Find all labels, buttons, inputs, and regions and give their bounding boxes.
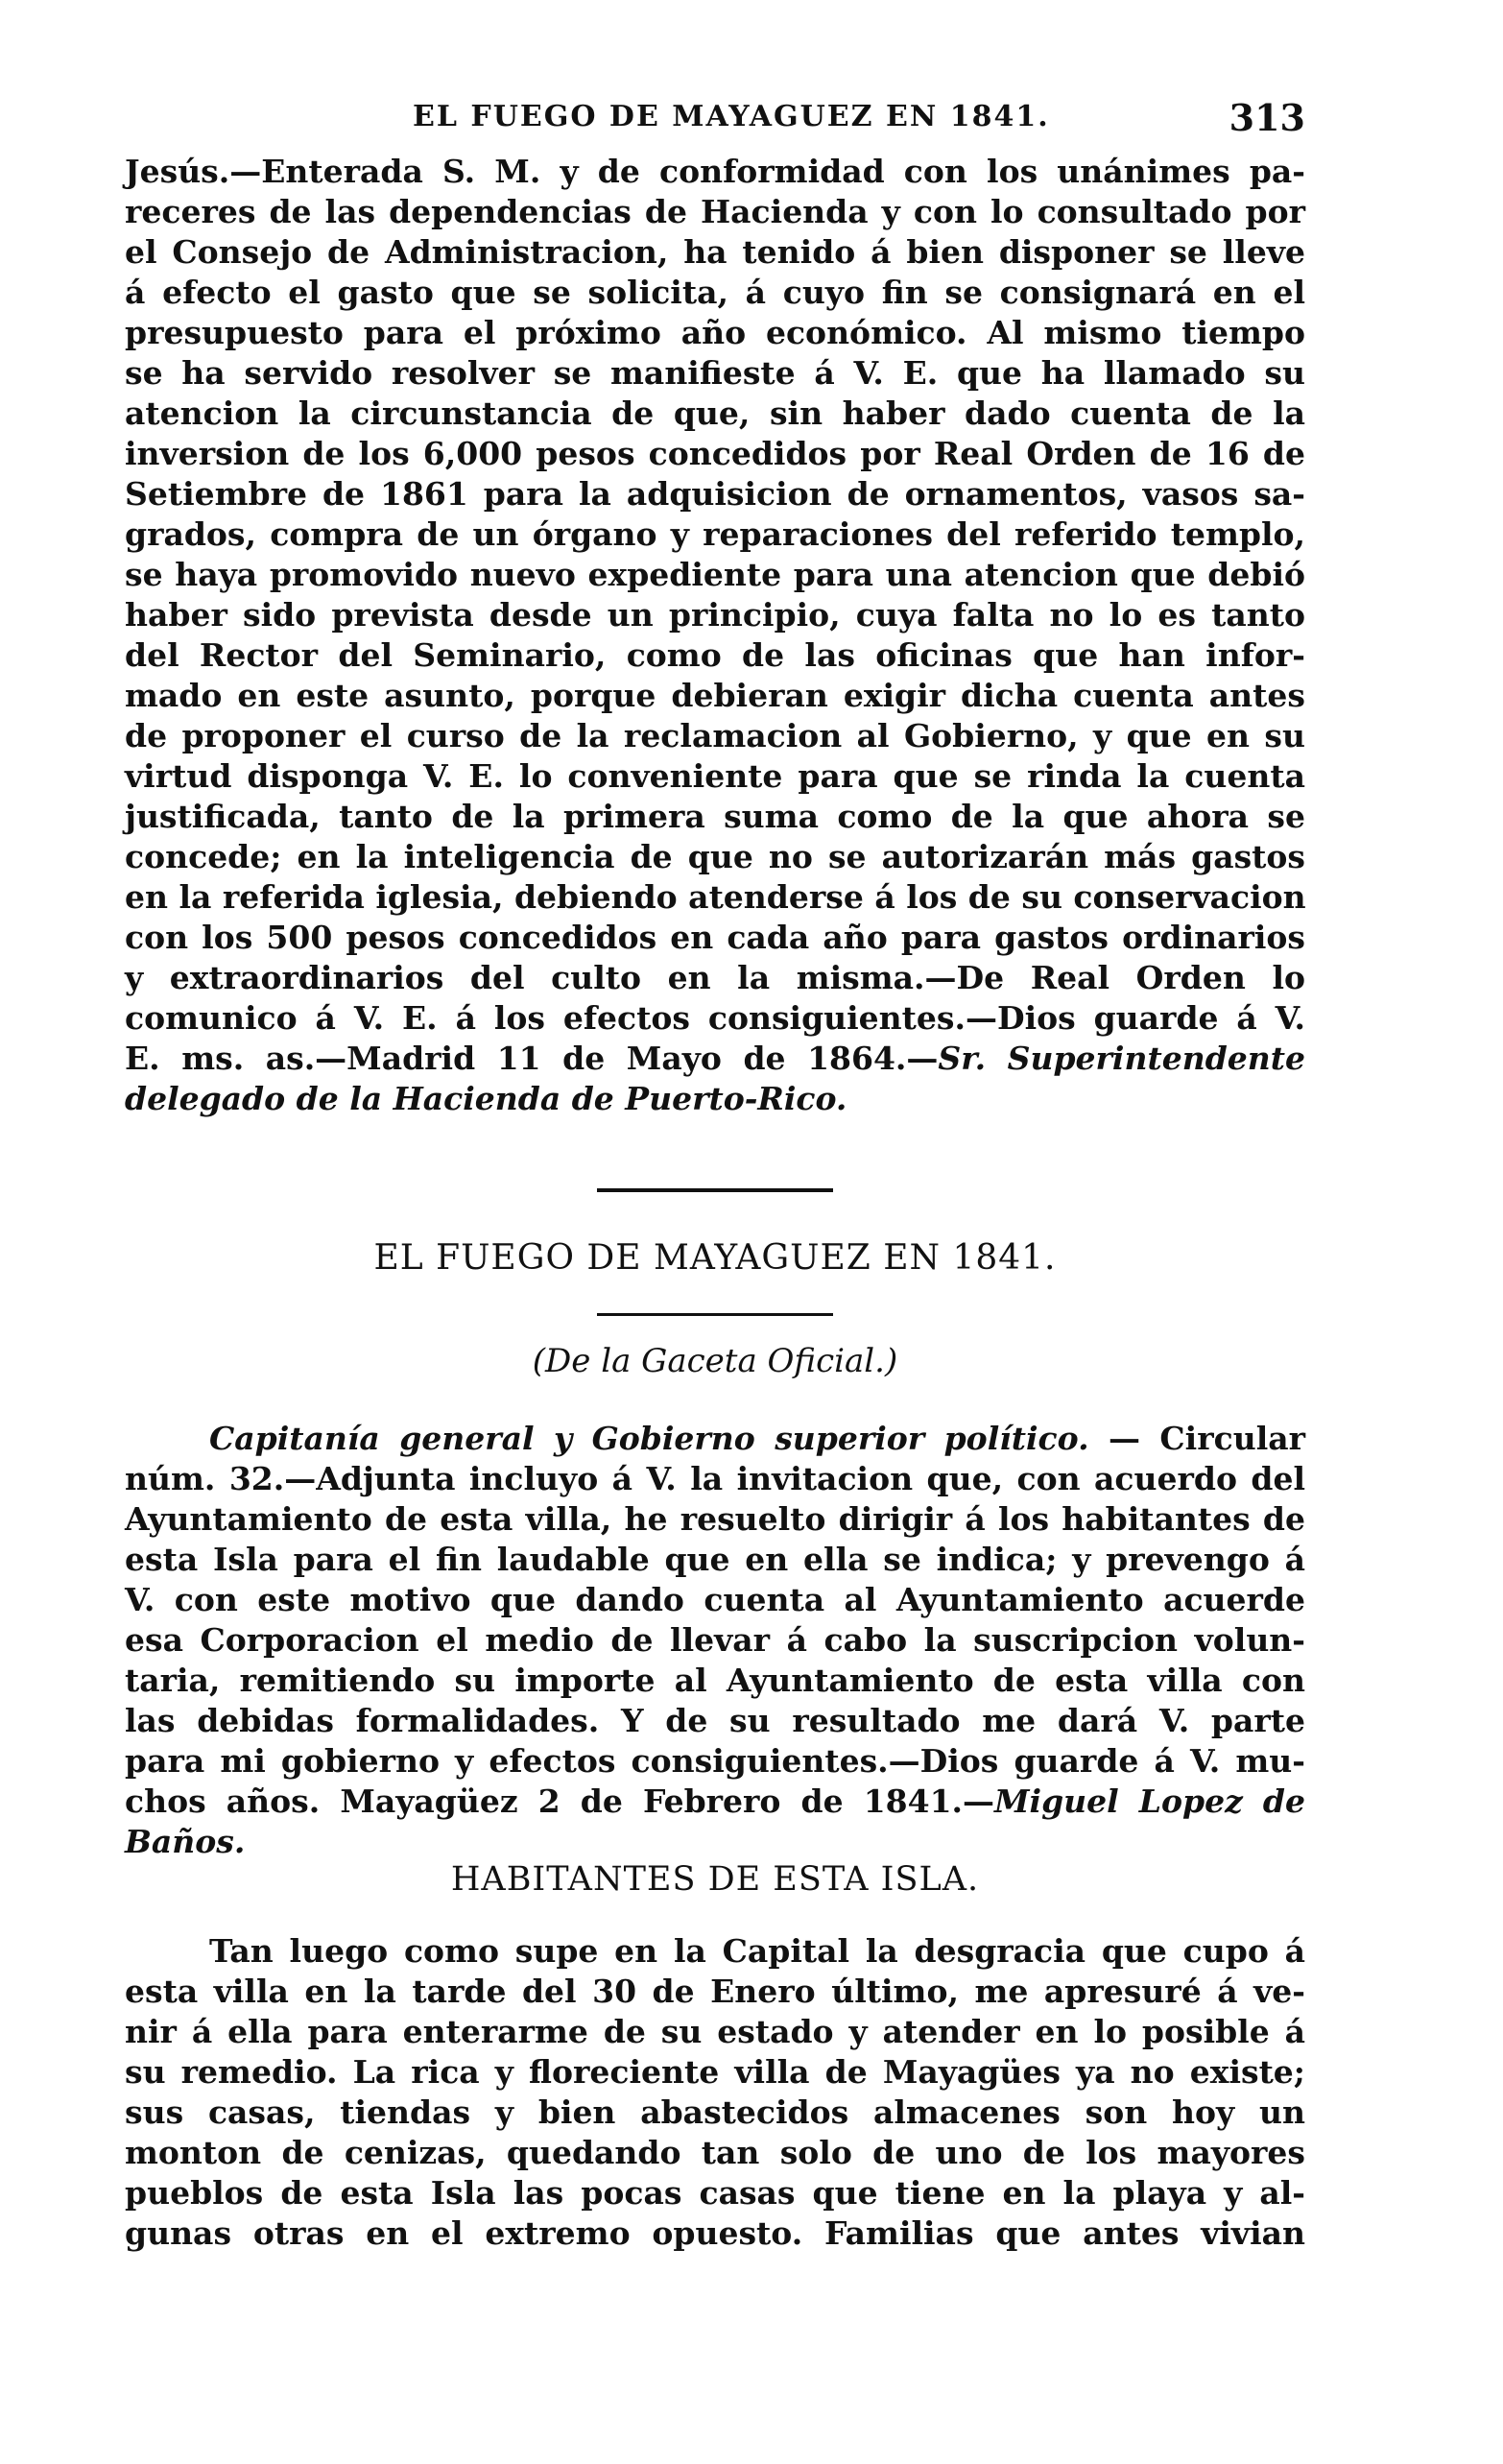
running-title: EL FUEGO DE MAYAGUEZ EN 1841. bbox=[413, 100, 1050, 133]
text-line: inversion de los 6,000 pesos concedidos por Real Orden de 16 de bbox=[125, 435, 1305, 472]
signature-text: chos años. Mayagüez 2 de Febrero de 1841.— bbox=[125, 1782, 995, 1820]
text-line: sus casas, tiendas y bien abastecidos almacenes son hoy un bbox=[125, 2093, 1305, 2131]
text-line: Setiembre de 1861 para la adquisicion de ornamentos, vasos sa- bbox=[125, 475, 1305, 513]
closing-line bbox=[125, 1039, 1305, 1079]
text-line: nir á ella para enterarme de su estado y atender en lo posible á bbox=[125, 2013, 1305, 2050]
text-line: con los 500 pesos concedidos en cada año para gastos ordinarios bbox=[125, 919, 1305, 956]
text-line: esta Isla para el fin laudable que en ella se indica; y prevengo á bbox=[125, 1541, 1305, 1578]
text-line: comunico á V. E. á los efectos consiguientes.—Dios guarde á V. bbox=[125, 999, 1305, 1037]
text-line: y extraordinarios del culto en la misma.—De Real Orden lo bbox=[125, 959, 1305, 996]
text-line: á efecto el gasto que se solicita, á cuyo fin se consignará en el bbox=[125, 274, 1305, 311]
text-line: de proponer el curso de la reclamacion al Gobierno, y que en su bbox=[125, 717, 1305, 754]
text-line: V. con este motivo que dando cuenta al Ayuntamiento acuerde bbox=[125, 1581, 1305, 1618]
text-line: Jesús.—Enterada S. M. y de conformidad con los unánimes pa- bbox=[125, 153, 1305, 190]
text-line: justificada, tanto de la primera suma como de la que ahora se bbox=[125, 798, 1305, 835]
text-line: del Rector del Seminario, como de las oficinas que han infor- bbox=[125, 636, 1305, 674]
text-line: para mi gobierno y efectos consiguientes.—Dios guarde á V. mu- bbox=[125, 1742, 1305, 1780]
section-heading: EL FUEGO DE MAYAGUEZ EN 1841. bbox=[373, 1238, 1057, 1278]
page-number: 313 bbox=[1229, 96, 1305, 139]
address-heading: HABITANTES DE ESTA ISLA. bbox=[450, 1860, 980, 1899]
text-line: virtud disponga V. E. lo conveniente para que se rinda la cuenta bbox=[125, 757, 1305, 795]
closing-addressee: Sr. Superintendente bbox=[938, 1040, 1305, 1077]
heading-rule bbox=[597, 1313, 833, 1316]
running-head bbox=[125, 96, 1305, 144]
signature-name: Miguel Lopez de bbox=[994, 1782, 1305, 1820]
text-line: las debidas formalidades. Y de su resultado me dará V. parte bbox=[125, 1702, 1305, 1739]
text-line: se ha servido resolver se manifieste á V. E. que ha llamado su bbox=[125, 354, 1305, 392]
section-divider bbox=[597, 1188, 833, 1192]
closing-text: E. ms. as.—Madrid 11 de Mayo de 1864.— bbox=[125, 1040, 939, 1077]
circular-issuer: Capitanía general y Gobierno superior político. bbox=[209, 1420, 1089, 1457]
text-line: taria, remitiendo su importe al Ayuntamiento de esta villa con bbox=[125, 1662, 1305, 1699]
text-line: receres de las dependencias de Hacienda y con lo consultado por bbox=[125, 193, 1305, 230]
text-line: atencion la circunstancia de que, sin haber dado cuenta de la bbox=[125, 395, 1305, 432]
text-line: núm. 32.—Adjunta incluyo á V. la invitacion que, con acuerdo del bbox=[125, 1460, 1305, 1497]
text-line: gunas otras en el extremo opuesto. Familias que antes vivian bbox=[125, 2214, 1305, 2252]
closing-last-line: delegado de la Hacienda de Puerto-Rico. bbox=[125, 1080, 847, 1117]
text-line: en la referida iglesia, debiendo atenderse á los de su conservacion bbox=[125, 878, 1306, 916]
text-line: mado en este asunto, porque debieran exigir dicha cuenta antes bbox=[125, 677, 1305, 714]
text-line: concede; en la inteligencia de que no se autorizarán más gastos bbox=[125, 838, 1305, 875]
text-line: su remedio. La rica y floreciente villa de Mayagües ya no existe; bbox=[125, 2053, 1305, 2091]
text-line: Ayuntamiento de esta villa, he resuelto dirigir á los habitantes de bbox=[125, 1500, 1305, 1538]
text-line: el Consejo de Administracion, ha tenido á bien disponer se lleve bbox=[125, 233, 1305, 271]
text-line: grados, compra de un órgano y reparaciones del referido templo, bbox=[125, 515, 1305, 553]
source-citation: (De la Gaceta Oficial.) bbox=[532, 1342, 898, 1380]
text-line: monton de cenizas, quedando tan solo de uno de los mayores bbox=[125, 2134, 1305, 2171]
text-line: se haya promovido nuevo expediente para una atencion que debió bbox=[125, 556, 1305, 593]
text-line: esta villa en la tarde del 30 de Enero último, me apresuré á ve- bbox=[125, 1973, 1305, 2010]
circular-type: — Circular bbox=[1088, 1420, 1305, 1457]
text-line: presupuesto para el próximo año económico. Al mismo tiempo bbox=[125, 314, 1305, 351]
signature-line bbox=[125, 1782, 1305, 1822]
text-line: Tan luego como supe en la Capital la desgracia que cupo á bbox=[209, 1932, 1305, 1970]
signature-last-line: Baños. bbox=[125, 1823, 246, 1860]
text-line: esa Corporacion el medio de llevar á cabo la suscripcion volun- bbox=[125, 1621, 1305, 1659]
circular-first-line bbox=[209, 1419, 1305, 1459]
text-line: pueblos de esta Isla las pocas casas que tiene en la playa y al- bbox=[125, 2174, 1305, 2212]
text-line: haber sido prevista desde un principio, cuya falta no lo es tanto bbox=[125, 596, 1305, 634]
